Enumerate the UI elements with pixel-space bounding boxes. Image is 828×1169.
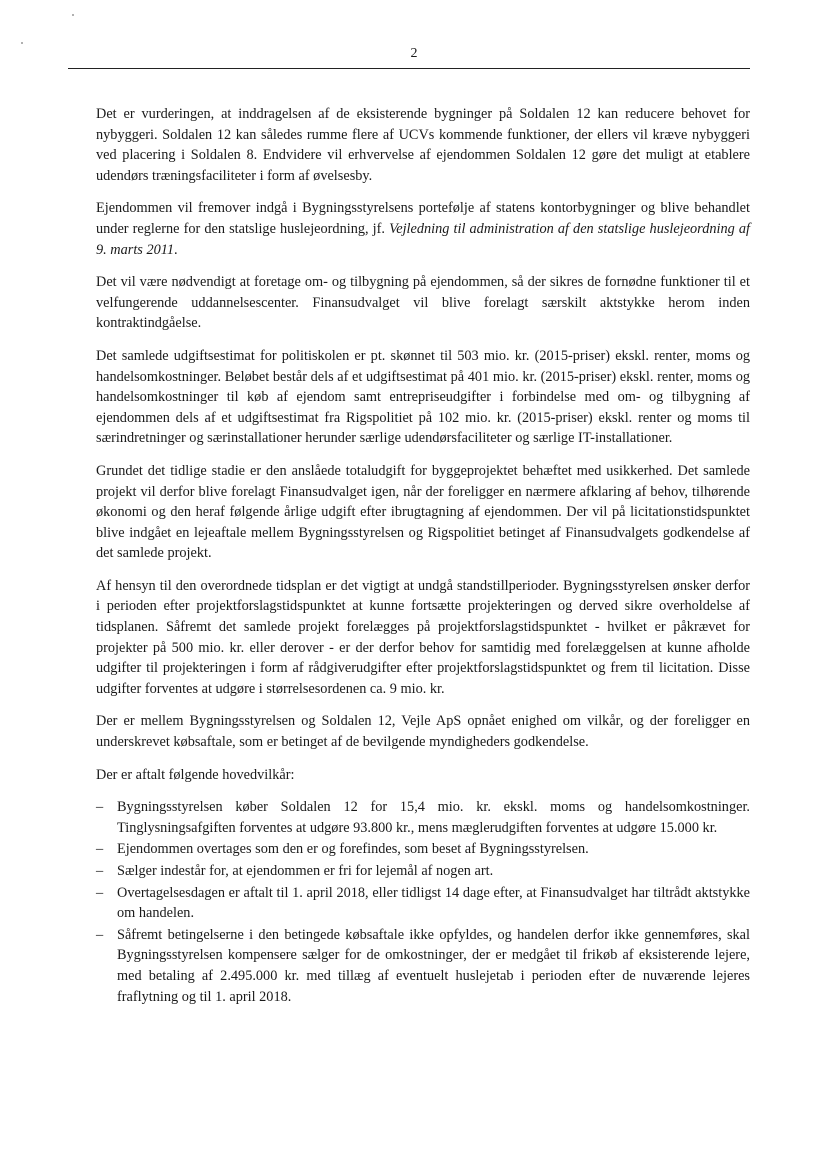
paragraph-portfolio [96, 198, 750, 260]
term-no-tenancies: Sælger indestår for, at ejendommen er fri for lejemål af nogen art. [117, 863, 494, 879]
list-item [96, 925, 750, 1007]
scan-speck [72, 14, 74, 16]
list-item [96, 839, 750, 860]
paragraph-portfolio-text: Ejendommen vil fremover indgå i Bygningsstyrelsens portefølje af statens kontorbygninger og blive behandlet under reglerne for den statslige huslejeordning, jf. [96, 200, 750, 237]
list-dash: – [96, 926, 104, 943]
list-item [96, 883, 750, 924]
list-dash: – [96, 884, 104, 901]
scan-speck [21, 42, 23, 44]
term-compensation: Såfremt betingelserne i den betingede købsaftale ikke opfyldes, og handelen derfor ikke gennemføres, skal Bygningsstyrelsen kompensere sælger for de omkostninger, der er medgået til frikøb af eksisterende lejere, med betaling af 2.495.000 kr. med tillæg af eventuelt huslejetab i perioden efter de nuværende lejeres fraflytning og til 1. april 2018. [117, 926, 750, 1005]
term-purchase-price: Bygningsstyrelsen køber Soldalen 12 for 15,4 mio. kr. ekskl. moms og handelsomkostninger. Tinglysningsafgiften forventes at udgøre 93.800 kr., mens mæglerudgiften forventes at udgøre 15.000 kr. [117, 799, 750, 836]
main-terms-list [96, 797, 750, 1007]
regulation-reference: Vejledning til administration af den statslige huslejeordning af 9. marts 2011 [96, 220, 751, 258]
paragraph-cost-estimate: Det samlede udgiftsestimat for politiskolen er pt. skønnet til 503 mio. kr. (2015-priser) ekskl. renter, moms og handelsomkostninger. Beløbet består dels af et udgiftsestimat på 401 mio. kr. (2015-priser) ekskl. renter, moms og handelsomkostninger til køb af ejendom samt entrepriseudgifter i forbindelse med om- og tilbygning af ejendommen dels af et udgiftsestimat fra Rigspolitiet på 102 mio. kr. (2015-priser) ekskl. renter og moms til særindretninger og særinstallationer herunder særlige udendørsfaciliteter og særlige IT-installationer. [96, 347, 750, 447]
paragraph-reduce-new-build: Det er vurderingen, at inddragelsen af de eksisterende bygninger på Soldalen 12 kan reducere behovet for nybyggeri. Soldalen 12 kan således rumme flere af UCVs kommende funktioner, der ellers vil kræve nybyggeri ved placering i Soldalen 8. Endvidere vil erhvervelse af ejendommen Soldalen 12 gøre det muligt at etablere udendørs træningsfaciliteter i form af øvelsesby. [96, 106, 750, 184]
header-rule [68, 68, 750, 69]
term-as-is: Ejendommen overtages som den er og forefindes, som beset af Bygningsstyrelsen. [117, 841, 589, 858]
paragraph-portfolio-end: . [173, 241, 178, 258]
list-item [96, 861, 750, 882]
paragraph-rebuilding: Det vil være nødvendigt at foretage om- og tilbygning på ejendommen, så der sikres de fornødne funktioner til et velfungerende uddannelsescenter. Finansudvalget vil blive forelagt særskilt aktstykke herom inden kontraktindgåelse. [96, 274, 750, 332]
paragraph-agreement: Der er mellem Bygningsstyrelsen og Soldalen 12, Vejle ApS opnået enighed om vilkår, og der foreligger en underskrevet købsaftale, som er betinget af de bevilgende myndigheders godkendelse. [96, 713, 750, 751]
paragraph-uncertainty: Grundet det tidlige stadie er den anslåede totaludgift for byggeprojektet behæftet med usikkerhed. Det samlede projekt vil derfor blive forelagt Finansudvalget igen, når der foreligger en nærmere afklaring af behov, tilhørende økonomi og den heraf følgende årlige udgift efter ibrugtagning af ejendommen. Der vil på licitationstidspunktet blive indgået en lejeaftale mellem Bygningsstyrelsen og Rigspolitiet betinget af Finansudvalgets godkendelse af det samlede projekt. [96, 462, 750, 562]
paragraph-timeline: Af hensyn til den overordnede tidsplan er det vigtigt at undgå standstillperioder. Bygningsstyrelsen ønsker derfor i perioden efter projektforslagstidspunktet at kunne fortsætte projekteringen og derved sikre overholdelse af tidsplanen. Såfremt det samlede projekt forelægges på projektforslagstidspunktet - hvilket er påkrævet for projekter på 500 mio. kr. eller derover - er der derfor behov for samtidig med forelæggelsen at kunne afholde udgifter til projekteringen i form af rådgiverudgifter efter projektforslagstidspunktet og frem til licitation. Disse udgifter forventes at udgøre i størrelsesordenen ca. 9 mio. kr. [96, 577, 750, 697]
term-takeover-date: Overtagelsesdagen er aftalt til 1. april 2018, eller tidligst 14 dage efter, at Finansudvalget har tiltrådt aktstykke om handelen. [117, 884, 750, 922]
list-dash: – [96, 799, 104, 816]
list-item [96, 797, 750, 838]
document-body [96, 104, 750, 1008]
list-dash: – [96, 841, 104, 858]
page-number: 2 [410, 46, 418, 61]
list-dash: – [96, 863, 104, 879]
paragraph-main-terms-intro: Der er aftalt følgende hovedvilkår: [96, 766, 295, 783]
